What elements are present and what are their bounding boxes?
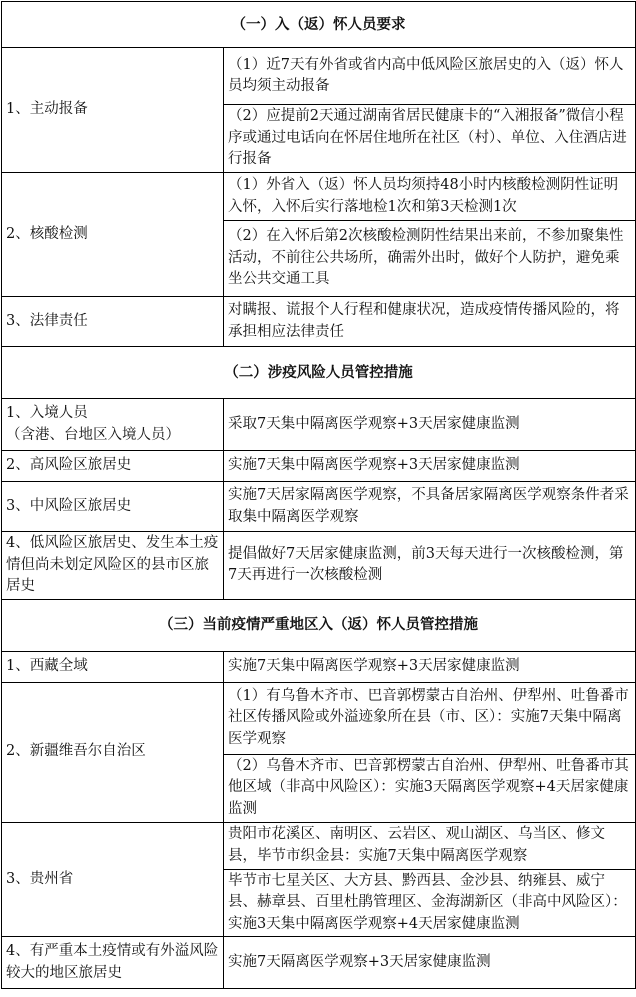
row-label: 3、法律责任 bbox=[2, 297, 224, 347]
section-heading-row bbox=[2, 347, 636, 399]
row-content: （1）近7天有外省或省内高中低风险区旅居史的入（返）怀人员均须主动报备 bbox=[224, 48, 636, 105]
row-content: 对瞒报、谎报个人行程和健康状况，造成疫情传播风险的，将承担相应法律责任 bbox=[224, 297, 636, 347]
row-label: 2、新疆维吾尔自治区 bbox=[2, 682, 224, 822]
row-content: 提倡做好7天居家健康监测，前3天每天进行一次核酸检测，第7天再进行一次核酸检测 bbox=[224, 532, 636, 600]
table-row bbox=[2, 399, 636, 451]
table-row bbox=[2, 682, 636, 754]
row-content: （2）乌鲁木齐市、巴音郭楞蒙古自治州、伊犁州、吐鲁番市其他区域（非高中风险区）：实施3天隔离医学观察+4天居家健康监测 bbox=[224, 754, 636, 822]
table-row bbox=[2, 48, 636, 105]
row-content: 采取7天集中隔离医学观察+3天居家健康监测 bbox=[224, 399, 636, 451]
table-row bbox=[2, 651, 636, 682]
row-content: （2）在入怀后第2次核酸检测阴性结果出来前，不参加聚集性活动，不前往公共场所，确需外出时，做好个人防护，避免乘坐公共交通工具 bbox=[224, 221, 636, 297]
table-row bbox=[2, 173, 636, 221]
row-content: （2）应提前2天通过湖南省居民健康卡的“入湘报备”微信小程序或通过电话向在怀居住地所在社区（村）、单位、入住酒店进行报备 bbox=[224, 105, 636, 173]
row-content: 贵阳市花溪区、南明区、云岩区、观山湖区、乌当区、修文县，毕节市织金县：实施7天集中隔离医学观察 bbox=[224, 822, 636, 869]
row-label: 1、入境人员 （含港、台地区入境人员） bbox=[2, 399, 224, 451]
row-content: 实施7天居家隔离医学观察，不具备居家隔离医学观察条件者采取集中隔离医学观察 bbox=[224, 482, 636, 532]
table-row bbox=[2, 451, 636, 482]
row-content: （1）有乌鲁木齐市、巴音郭楞蒙古自治州、伊犁州、吐鲁番市社区传播风险或外溢迹象所在县（市、区）：实施7天集中隔离医学观察 bbox=[224, 682, 636, 754]
row-label: 2、核酸检测 bbox=[2, 173, 224, 297]
section-title: （三）当前疫情严重地区入（返）怀人员管控措施 bbox=[2, 599, 636, 651]
row-label: 4、有严重本土疫情或有外溢风险较大的地区旅居史 bbox=[2, 937, 224, 989]
table-row bbox=[2, 532, 636, 600]
row-label: 2、高风险区旅居史 bbox=[2, 451, 224, 482]
row-content: （1）外省入（返）怀人员均须持48小时内核酸检测阴性证明入怀，入怀后实行落地检1次和第3天检测1次 bbox=[224, 173, 636, 221]
table-row bbox=[2, 822, 636, 869]
table-row bbox=[2, 937, 636, 989]
row-label: 1、主动报备 bbox=[2, 48, 224, 173]
table-row bbox=[2, 482, 636, 532]
row-content: 实施7天隔离医学观察+3天居家健康监测 bbox=[224, 937, 636, 989]
row-content: 毕节市七星关区、大方县、黔西县、金沙县、纳雍县、威宁县、赫章县、百里杜鹃管理区、金海湖新区（非高中风险区）：实施3天集中隔离医学观察+4天居家健康监测 bbox=[224, 869, 636, 937]
section-title: （二）涉疫风险人员管控措施 bbox=[2, 347, 636, 399]
row-label: 3、中风险区旅居史 bbox=[2, 482, 224, 532]
section-title: （一）入（返）怀人员要求 bbox=[2, 2, 636, 48]
policy-table bbox=[1, 1, 636, 989]
row-content: 实施7天集中隔离医学观察+3天居家健康监测 bbox=[224, 651, 636, 682]
row-label: 1、西藏全域 bbox=[2, 651, 224, 682]
policy-table-body bbox=[2, 2, 636, 989]
table-row bbox=[2, 297, 636, 347]
row-label: 3、贵州省 bbox=[2, 822, 224, 937]
row-label: 4、低风险区旅居史、发生本土疫情但尚未划定风险区的县市区旅居史 bbox=[2, 532, 224, 600]
row-content: 实施7天集中隔离医学观察+3天居家健康监测 bbox=[224, 451, 636, 482]
section-heading-row bbox=[2, 599, 636, 651]
section-heading-row bbox=[2, 2, 636, 48]
